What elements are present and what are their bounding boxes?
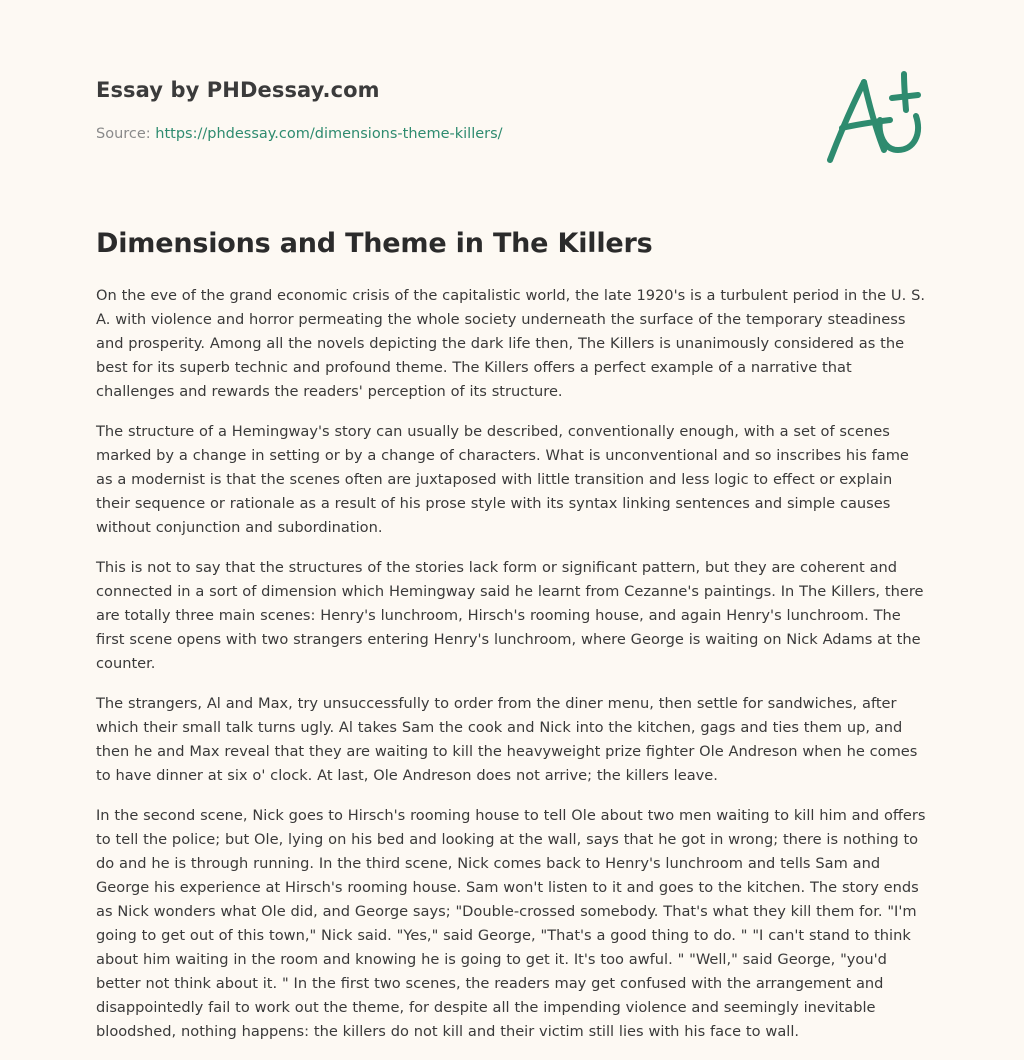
essay-title: Dimensions and Theme in The Killers <box>96 228 653 259</box>
source-line <box>96 124 503 144</box>
paragraph: On the eve of the grand economic crisis of the capitalistic world, the late 1920's is a turbulent period in the U. S. A. with violence and horror permeating the whole society underneath the surface of the temporary steadiness and prosperity. Among all the novels depicting the dark life then, The Killers is unanimously considered as the best for its superb technic and profound theme. The Killers offers a perfect example of a narrative that challenges and rewards the readers' perception of its structure. <box>96 287 925 400</box>
paragraph: The structure of a Hemingway's story can usually be described, conventionally enough, with a set of scenes marked by a change in setting or by a change of characters. What is unconventional and so inscribes his fame as a modernist is that the scenes often are juxtaposed with little transition and less logic to effect or explain their sequence or rationale as a result of his prose style with its syntax linking sentences and simple causes without conjunction and subordination. <box>96 423 909 536</box>
paragraph: This is not to say that the structures of the stories lack form or significant pattern, but they are coherent and connected in a sort of dimension which Hemingway said he learnt from Cezanne's paintings. In The Killers, there are totally three main scenes: Henry's lunchroom, Hirsch's rooming house, and again Henry's lunchroom. The first scene opens with two strangers entering Henry's lunchroom, where George is waiting on Nick Adams at the counter. <box>96 559 924 672</box>
brand-title: Essay by PHDessay.com <box>96 78 380 102</box>
source-link[interactable]: https://phdessay.com/dimensions-theme-killers/ <box>155 126 503 142</box>
paragraph: In the second scene, Nick goes to Hirsch's rooming house to tell Ole about two men waiting to kill him and offers to tell the police; but Ole, lying on his bed and looking at the wall, says that he got in wrong; there is nothing to do and he is through running. In the third scene, Nick comes back to Henry's lunchroom and tells Sam and George his experience at Hirsch's rooming house. Sam won't listen to it and goes to the kitchen. The story ends as Nick wonders what Ole did, and George says; "Double-crossed somebody. That's what they kill them for. "I'm going to get out of this town," Nick said. "Yes," said George, "That's a good thing to do. " "I can't stand to think about him waiting in the room and knowing he is going to get it. It's too awful. " "Well," said George, "you'd better not think about it. " In the first two scenes, the readers may get confused with the arrangement and disappointedly fail to work out the theme, for despite all the impending violence and seemingly inevitable bloodshed, nothing happens: the killers do not kill and their victim still lies with his face to wall. <box>96 807 926 1040</box>
essay-body <box>96 284 930 1060</box>
page-header <box>96 76 936 176</box>
a-plus-logo-icon <box>818 68 930 168</box>
paragraph: The strangers, Al and Max, try unsuccessfully to order from the diner menu, then settle for sandwiches, after which their small talk turns ugly. Al takes Sam the cook and Nick into the kitchen, gags and ties them up, and then he and Max reveal that they are waiting to kill the heavyweight prize fighter Ole Andreson when he comes to have dinner at six o' clock. At last, Ole Andreson does not arrive; the killers leave. <box>96 695 918 784</box>
source-label: Source: <box>96 126 151 142</box>
